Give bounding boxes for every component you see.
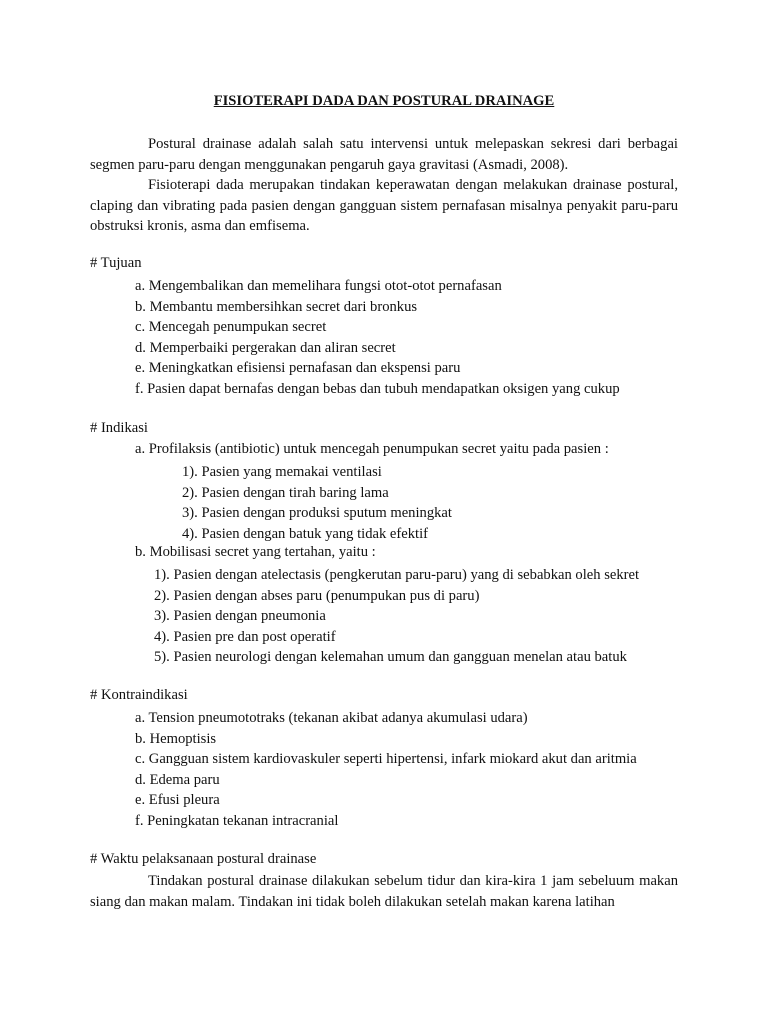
list-item: d. Memperbaiki pergerakan dan aliran secret <box>135 339 396 356</box>
list-item: e. Meningkatkan efisiensi pernafasan dan ekspensi paru <box>135 360 461 377</box>
list-item: c. Mencegah penumpukan secret <box>135 319 327 336</box>
list-item: 4). Pasien dengan batuk yang tidak efektif <box>182 525 428 542</box>
waktu-paragraph: Tindakan postural drainase dilakukan sebelum tidur dan kira-kira 1 jam sebeluum makan siang dan makan malam. Tindakan ini tidak boleh dilakukan setelah makan karena latihan <box>90 873 678 910</box>
tujuan-list <box>135 276 620 400</box>
list-item: a. Tension pneumototraks (tekanan akibat adanya akumulasi udara) <box>135 710 528 726</box>
section-heading-waktu: # Waktu pelaksanaan postural drainase <box>90 851 317 867</box>
intro-paragraph-fisioterapi-dada: Fisioterapi dada merupakan tindakan keperawatan dengan melakukan drainase postural, claping dan vibrating pada pasien dengan gangguan sistem pernafasan misalnya penyakit paru-paru obstruksi kronis, asma dan emfisema. <box>90 177 678 235</box>
indikasi-b-label: b. Mobilisasi secret yang tertahan, yaitu : <box>135 544 376 560</box>
list-item: b. Membantu membersihkan secret dari bronkus <box>135 298 418 315</box>
list-item: e. Efusi pleura <box>135 792 220 809</box>
list-item: 1). Pasien yang memakai ventilasi <box>182 464 382 480</box>
section-heading-indikasi: # Indikasi <box>90 420 148 436</box>
list-item: 2). Pasien dengan tirah baring lama <box>182 484 389 501</box>
list-item: d. Edema paru <box>135 771 220 788</box>
list-item: 5). Pasien neurologi dengan kelemahan umum dan gangguan menelan atau batuk <box>154 649 627 666</box>
indikasi-a-label: a. Profilaksis (antibiotic) untuk mencegah penumpukan secret yaitu pada pasien : <box>135 441 609 457</box>
list-item: 2). Pasien dengan abses paru (penumpukan pus di paru) <box>154 587 480 604</box>
section-heading-tujuan: # Tujuan <box>90 255 142 271</box>
list-item: f. Peningkatan tekanan intracranial <box>135 812 339 829</box>
list-item: f. Pasien dapat bernafas dengan bebas dan tubuh mendapatkan oksigen yang cukup <box>135 380 620 397</box>
indikasi-a-list <box>182 462 452 544</box>
document-title: FISIOTERAPI DADA DAN POSTURAL DRAINAGE <box>213 93 555 109</box>
list-item: 1). Pasien dengan atelectasis (pengkerutan paru-paru) yang di sebabkan oleh sekret <box>154 567 640 583</box>
list-item: 4). Pasien pre dan post operatif <box>154 628 336 645</box>
list-item: c. Gangguan sistem kardiovaskuler seperti hipertensi, infark miokard akut dan aritmia <box>135 751 637 768</box>
kontraindikasi-list <box>135 708 637 832</box>
list-item: a. Mengembalikan dan memelihara fungsi otot-otot pernafasan <box>135 278 502 294</box>
list-item: b. Hemoptisis <box>135 730 217 747</box>
list-item: 3). Pasien dengan pneumonia <box>154 608 326 625</box>
indikasi-b-list <box>154 565 639 668</box>
section-heading-kontraindikasi: # Kontraindikasi <box>90 687 188 703</box>
intro-paragraph-postural-drainase: Postural drainase adalah salah satu intervensi untuk melepaskan sekresi dari berbagai segmen paru-paru dengan menggunakan pengaruh gaya gravitasi (Asmadi, 2008). <box>90 136 678 173</box>
list-item: 3). Pasien dengan produksi sputum meningkat <box>182 505 452 522</box>
